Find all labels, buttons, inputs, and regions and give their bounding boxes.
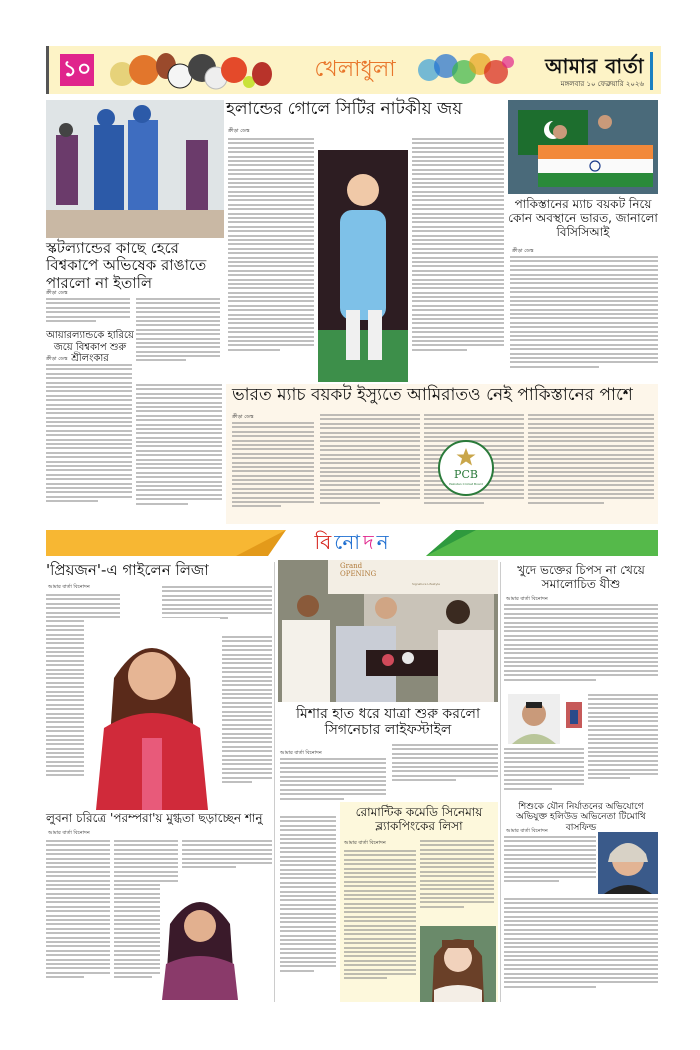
bcci-body: [510, 256, 658, 382]
jisshu-body-col3: [504, 748, 584, 798]
misha-headline: মিশার হাত ধরে যাত্রা শুরু করলো সিগনেচার লাইফস্টাইল: [295, 706, 481, 739]
lisa-byline: আমার বার্তা বিনোদন: [344, 840, 386, 846]
italy-body-col1: [46, 298, 130, 328]
misha-body-col3: [280, 816, 336, 1000]
pcb-logo-text: PCB: [454, 468, 478, 481]
timothy-photo: [598, 832, 658, 894]
lisa-body-col1: [344, 850, 416, 1000]
misha-byline: আমার বার্তা বিনোদন: [280, 750, 322, 756]
shanu-byline: আমার বার্তা বিনোদন: [48, 830, 90, 836]
jisshu-photo: [508, 694, 560, 744]
banner-title: [298, 528, 408, 556]
timothy-headline: শিশুকে যৌন নির্যাতনের অভিযোগে অভিযুক্ত হলিউড অভিনেতা টিমোথি বাসফিল্ড: [516, 802, 646, 833]
section-title: খেলাধুলা: [314, 57, 396, 82]
star-icon: [456, 448, 476, 466]
misha-body-col2: [392, 744, 498, 798]
srilanka-headline: আয়ারল্যান্ডকে হারিয়ে জয়ে বিশ্বকাপ শুরু শ্রীলংকার: [46, 330, 134, 364]
emirates-body-col1: [232, 422, 314, 520]
athletes-illustration: [414, 50, 514, 90]
lisa-photo: [420, 926, 496, 1002]
fan-inset-photo: [566, 702, 582, 728]
emirates-headline: ভারত ম্যাচ বয়কট ইস্যুতে আমিরাতও নেই পাকিস্তানের পাশে: [232, 385, 633, 405]
jisshu-headline: খুদে ভক্তের চিপস না খেয়ে সমালোচিত যীশু: [517, 563, 645, 591]
brand-logo: [528, 52, 653, 90]
brand-name: আমার বার্তা: [545, 54, 644, 78]
liza-photo: [84, 618, 220, 810]
fans-flags-photo: [508, 100, 658, 194]
italy-body-col2: [136, 298, 220, 378]
liza-headline: 'প্রিয়জন'-এ গাইলেন লিজা: [46, 561, 209, 579]
jisshu-body-col2: [588, 694, 658, 794]
grand-opening-photo: [278, 560, 498, 702]
banner-letter-4: ন: [376, 530, 392, 554]
italy-byline: ক্রীড়া ডেস্ক: [46, 290, 68, 296]
city-headline: হলান্ডের গোলে সিটির নাটকীয় জয়: [226, 99, 463, 119]
timothy-body-col2: [504, 898, 658, 1002]
entertainment-banner: [46, 528, 658, 558]
lisa-body-col2: [420, 840, 494, 922]
italy-headline: স্কটল্যান্ডের কাছে হেরে বিশ্বকাপে অভিষেক রাঙাতে পারলো না ইতালি: [46, 239, 207, 292]
bcci-byline: ক্রীড়া ডেস্ক: [512, 248, 534, 254]
liza-body-col3: [222, 636, 272, 808]
banner-letter-2: নো: [334, 530, 364, 554]
shanu-headline: লুবনা চরিত্রে 'পরম্পরা'য় মুগ্ধতা ছড়াচ্ছেন শানু: [46, 811, 263, 825]
pcb-logo: [438, 440, 494, 496]
italy-scotland-cricket-photo: [46, 100, 224, 238]
column-divider: [274, 562, 275, 1002]
timothy-body-col1: [504, 836, 596, 896]
timothy-byline: আমার বার্তা বিনোদন: [506, 828, 548, 834]
emirates-byline: ক্রীড়া ডেস্ক: [232, 414, 254, 420]
city-body-col2: [412, 138, 504, 382]
haaland-photo: [318, 150, 408, 382]
city-body-col1: [228, 138, 314, 382]
emirates-body-col2: [320, 414, 420, 520]
jisshu-body-col1: [504, 604, 658, 692]
srilanka-body-col1: [46, 364, 132, 524]
liza-byline: আমার বার্তা বিনোদন: [48, 584, 90, 590]
banner-letter-3: দ: [363, 530, 377, 554]
page-number-badge: ১০: [60, 54, 94, 86]
emirates-body-col4: [528, 414, 654, 520]
jisshu-byline: আমার বার্তা বিনোদন: [506, 596, 548, 602]
srilanka-body-col2: [136, 384, 222, 524]
banner-letter-1: বি: [314, 530, 335, 554]
sports-balls-illustration: [104, 50, 274, 90]
signature-lifestyle-sign: Signature Lifestyle: [412, 582, 441, 586]
srilanka-byline: ক্রীড়া ডেস্ক: [46, 356, 68, 362]
column-divider: [500, 562, 501, 1002]
pcb-logo-subtext: Pakistan Cricket Board: [449, 482, 483, 486]
city-byline: ক্রীড়া ডেস্ক: [228, 128, 250, 134]
shanu-body-col1: [46, 840, 110, 1000]
bcci-headline: পাকিস্তানের ম্যাচ বয়কট নিয়ে কোন অবস্থানে ভারত, জানালো বিসিসিআই: [508, 197, 658, 239]
shanu-body-col3: [182, 840, 272, 880]
issue-date: মঙ্গলবার ১০ ফেব্রুয়ারি ২০২৬: [560, 80, 644, 88]
shanu-photo: [160, 884, 240, 1000]
grand-opening-sign: Grand OPENING: [340, 562, 377, 578]
lisa-headline: রোমান্টিক কমেডি সিনেমায় ব্ল্যাকপিংকের লিসা: [355, 805, 483, 833]
